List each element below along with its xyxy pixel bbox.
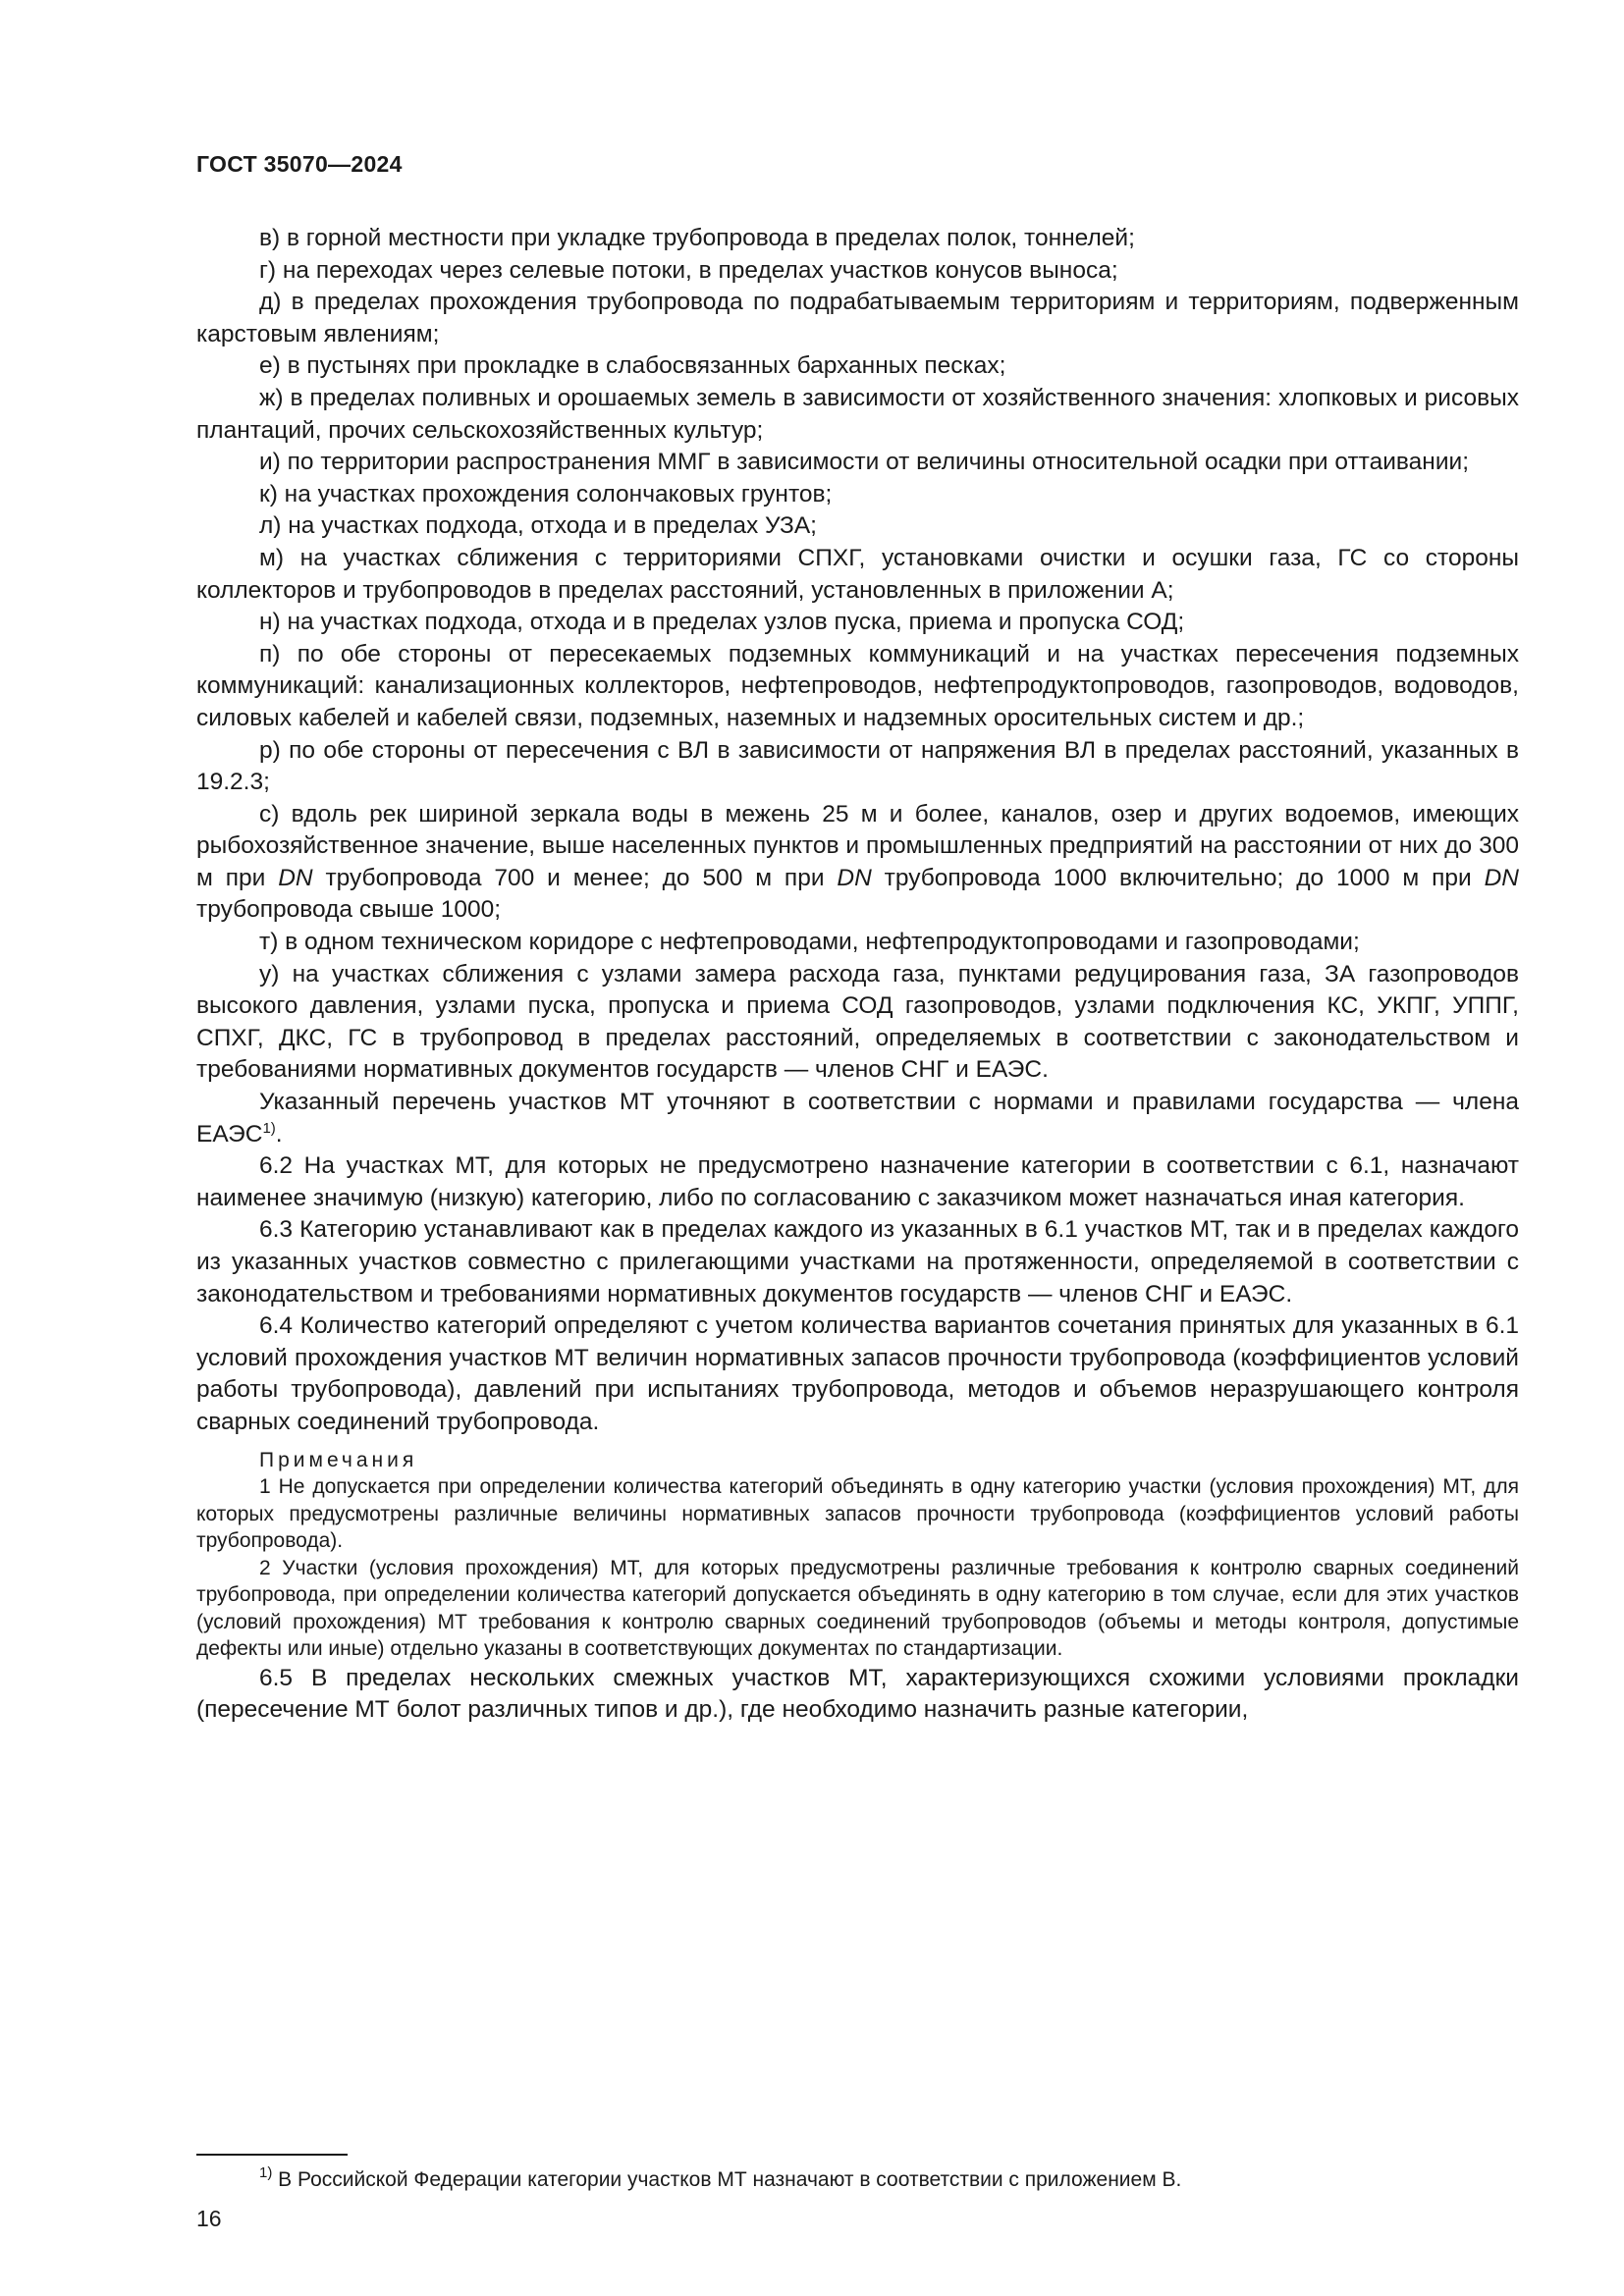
note-1: 1 Не допускается при определении количества категорий объединять в одну категорию участки (условия прохождения) МТ, для которых предусмотрены различные величины нормативных запасов прочности трубопровода (коэффициентов условий работы трубопровода). (196, 1475, 1519, 1553)
footnote-text: В Российской Федерации категории участков МТ назначают в соответствии с приложением В. (272, 2168, 1182, 2191)
list-item: у) на участках сближения с узлами замера расхода газа, пунктами редуцирования газа, ЗА газопроводов высокого давления, узлами пуска, пропуска и приема СОД газопроводов, узлами подключения КС, УКПГ, УППГ, СПХГ, ДКС, ГС в трубопровод в пределах расстояний, определяемых в соответствии с законодательством и требованиями нормативных документов государств — членов СНГ и ЕАЭС. (196, 960, 1519, 1084)
note-2: 2 Участки (условия прохождения) МТ, для которых предусмотрены различные требования к контролю сварных соединений трубопровода, при определении количества категорий допускается объединять в одну категорию в том случае, если для этих участков (условий прохождения) МТ требования к контролю сварных соединений трубопроводов (объемы и методы контроля, допустимые дефекты или иные) отдельно указаны в соответствующих документах по стандартизации. (196, 1556, 1519, 1661)
dn-symbol: DN (1484, 864, 1519, 891)
summary-text: Указанный перечень участков МТ уточняют в соответствии с нормами и правилами государства — члена ЕАЭС (196, 1089, 1519, 1148)
clause-6-2: 6.2 На участках МТ, для которых не предусмотрено назначение категории в соответствии с 6.1, назначают наименее значимую (низкую) категорию, либо по согласованию с заказчиком может назначаться иная категория. (196, 1152, 1519, 1211)
list-item: н) на участках подхода, отхода и в пределах узлов пуска, приема и пропуска СОД; (259, 609, 1185, 636)
document-header: ГОСТ 35070—2024 (196, 151, 403, 177)
footnote-ref: 1) (262, 1119, 276, 1137)
list-item: и) по территории распространения ММГ в зависимости от величины относительной осадки при оттаивании; (259, 449, 1470, 476)
item-s-part1: с) вдоль рек шириной зеркала воды в межень 25 м и более, каналов, озер и других водоемов, имеющих рыбохозяйственное значение, выше населенных пунктов и промышленных предприятий на расстоянии от них до 300 м при (196, 800, 1519, 891)
dn-symbol: DN (278, 864, 313, 891)
item-s-part2: трубопровода 700 и менее; до 500 м при (312, 864, 838, 891)
footnote-mark: 1) (259, 2164, 273, 2181)
list-item: м) на участках сближения с территориями СПХГ, установками очистки и осушки газа, ГС со стороны коллекторов и трубопроводов в пределах расстояний, установленных в приложении А; (196, 544, 1519, 604)
list-item: т) в одном техническом коридоре с нефтепроводами, нефтепродуктопроводами и газопроводами; (259, 929, 1360, 956)
footnote-divider (196, 2154, 348, 2156)
summary-end: . (275, 1120, 283, 1148)
notes-title: Примечания (259, 1448, 418, 1471)
summary-paragraph (196, 1087, 1519, 1150)
clause-6-4: 6.4 Количество категорий определяют с учетом количества вариантов сочетания принятых для указанных в 6.1 условий прохождения участков МТ величин нормативных запасов прочности трубопровода (коэффициентов условий работы трубопровода), давлений при испытаниях трубопровода, методов и объемов неразрушающего контроля сварных соединений трубопровода. (196, 1312, 1519, 1435)
page-number: 16 (196, 2206, 222, 2231)
clause-6-5: 6.5 В пределах нескольких смежных участков МТ, характеризующихся схожими условиями прокладки (пересечение МТ болот различных типов и др.), где необходимо назначить разные категории, (196, 1664, 1519, 1724)
list-item: г) на переходах через селевые потоки, в пределах участков конусов выноса; (259, 256, 1118, 284)
dn-symbol: DN (837, 864, 872, 891)
clause-6-3: 6.3 Категорию устанавливают как в пределах каждого из указанных в 6.1 участков МТ, так и в пределах каждого из указанных участков совместно с прилегающими участками на протяженности, определяемой в соответствии с законодательством и требованиями нормативных документов государств — членов СНГ и ЕАЭС. (196, 1216, 1519, 1308)
footnote (259, 2166, 1181, 2194)
list-item: д) в пределах прохождения трубопровода по подрабатываемым территориям и территориям, подверженным карстовым явлениям; (196, 289, 1519, 347)
notes-block (196, 1447, 1519, 1663)
list-item: е) в пустынях при прокладке в слабосвязанных барханных песках; (259, 352, 1006, 380)
main-text (196, 223, 1519, 1727)
list-item-s (196, 799, 1519, 927)
list-item: р) по обе стороны от пересечения с ВЛ в зависимости от напряжения ВЛ в пределах расстояний, указанных в 19.2.3; (196, 736, 1519, 796)
list-item: в) в горной местности при укладке трубопровода в пределах полок, тоннелей; (259, 225, 1135, 251)
list-item: ж) в пределах поливных и орошаемых земель в зависимости от хозяйственного значения: хлопковых и рисовых плантаций, прочих сельскохозяйственных культур; (196, 384, 1519, 444)
list-item: п) по обе стороны от пересекаемых подземных коммуникаций и на участках пересечения подземных коммуникаций: канализационных коллекторов, нефтепроводов, нефтепродуктопроводов, газопроводов, водоводов, силовых кабелей и кабелей связи, подземных, наземных и надземных оросительных систем и др.; (196, 640, 1519, 731)
list-item: к) на участках прохождения солончаковых грунтов; (259, 480, 833, 507)
item-s-part3: трубопровода 1000 включительно; до 1000 м при (871, 864, 1485, 891)
list-item: л) на участках подхода, отхода и в пределах УЗА; (259, 512, 817, 540)
item-s-part4: трубопровода свыше 1000; (196, 896, 502, 924)
